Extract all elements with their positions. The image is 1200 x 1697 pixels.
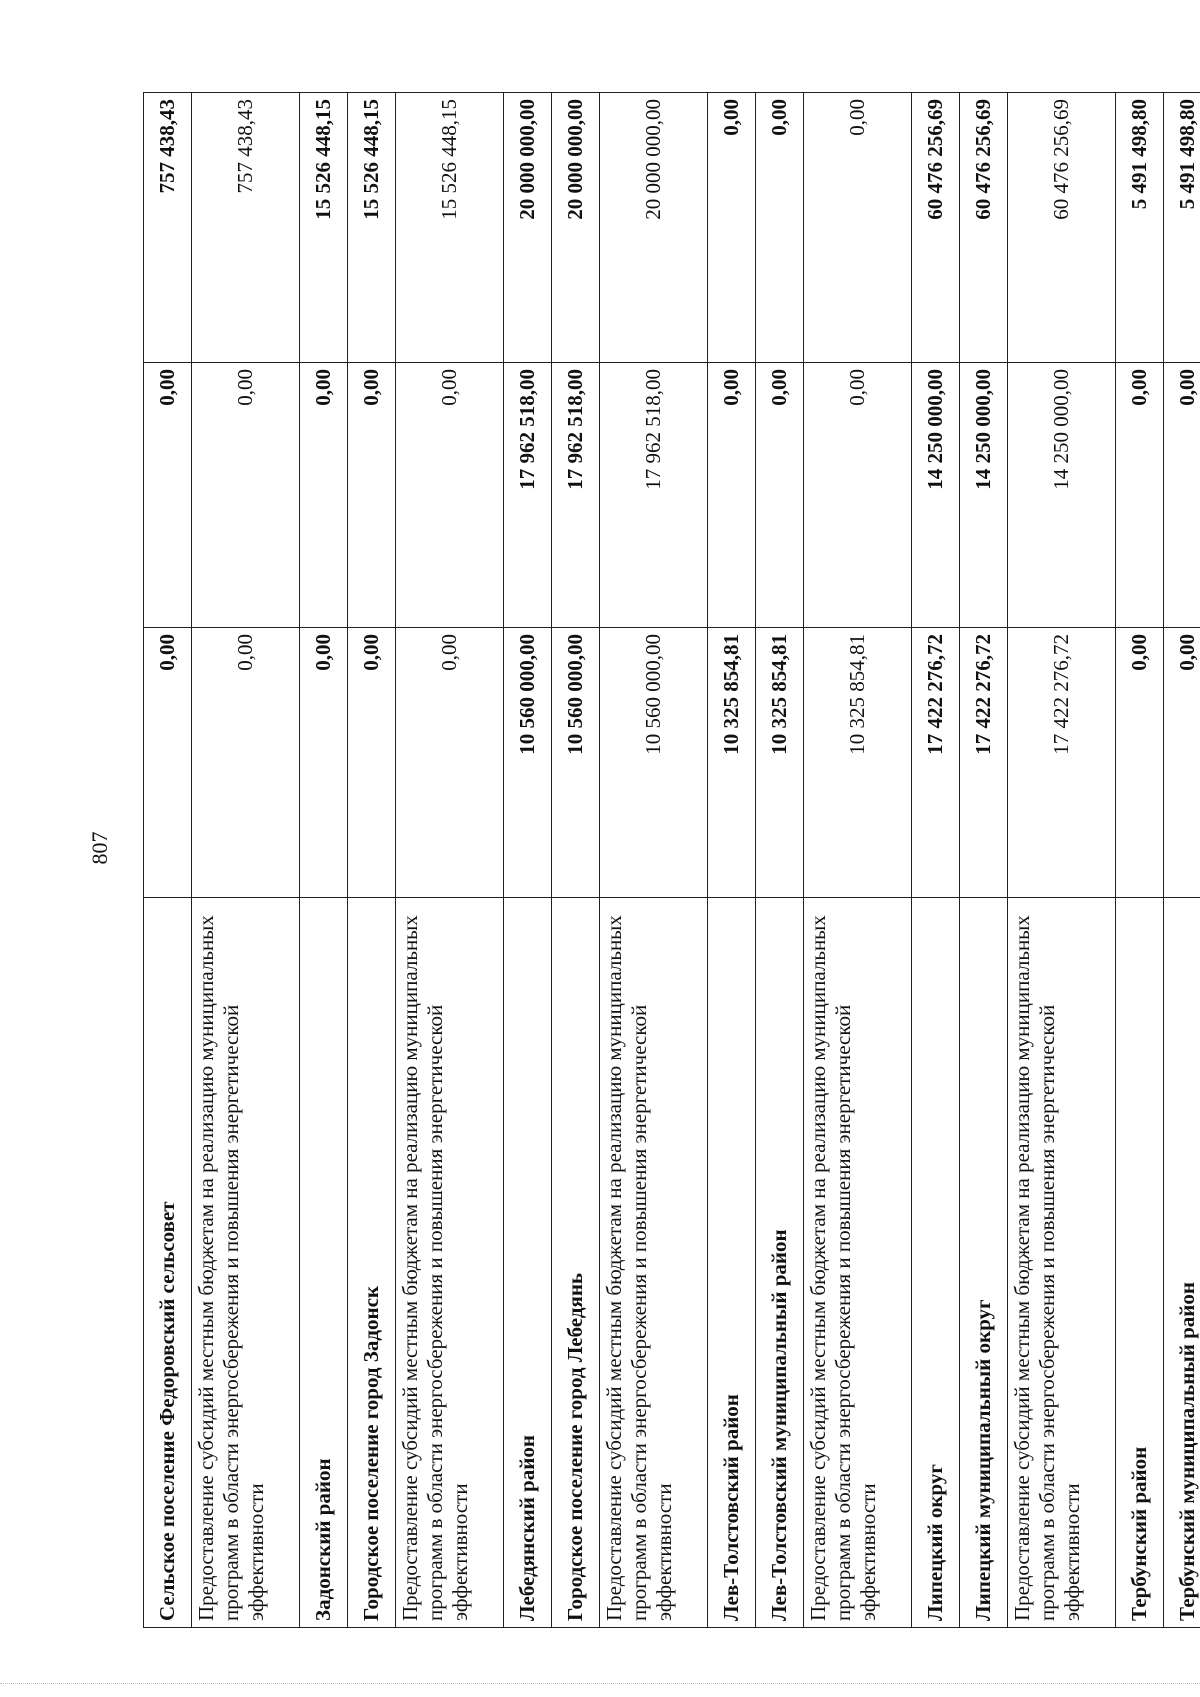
amount-cell-3: 757 438,43 — [144, 93, 192, 363]
amount-cell-1: 10 325 854,81 — [756, 628, 804, 898]
amount-cell-3: 20 000 000,00 — [504, 93, 552, 363]
row-name-cell: Предоставление субсидий местным бюджетам на реализацию муниципальных программ в области энергосбережения и повышения энергетической эффективности — [192, 898, 300, 1628]
row-name-cell: Сельское поселение Федоровский сельсовет — [144, 898, 192, 1628]
amount-cell-3: 15 526 448,15 — [300, 93, 348, 363]
table-row-total — [300, 93, 348, 1628]
amount-cell-3: 0,00 — [804, 93, 912, 363]
amount-cell-3: 5 491 498,80 — [1116, 93, 1164, 363]
amount-cell-1: 10 560 000,00 — [600, 628, 708, 898]
amount-cell-1: 10 560 000,00 — [552, 628, 600, 898]
row-name-cell: Лев-Толстовский муниципальный район — [756, 898, 804, 1628]
amount-cell-3: 20 000 000,00 — [600, 93, 708, 363]
table-row-total — [144, 93, 192, 1628]
table-row-total — [1164, 93, 1200, 1628]
amount-cell-3: 5 491 498,80 — [1164, 93, 1200, 363]
amount-cell-2: 0,00 — [192, 363, 300, 628]
amount-cell-2: 0,00 — [1164, 363, 1200, 628]
amount-cell-3: 60 476 256,69 — [912, 93, 960, 363]
subsidy-table-body — [144, 93, 1200, 1628]
amount-cell-2: 0,00 — [300, 363, 348, 628]
amount-cell-1: 10 325 854,81 — [804, 628, 912, 898]
amount-cell-1: 10 560 000,00 — [504, 628, 552, 898]
amount-cell-2: 17 962 518,00 — [552, 363, 600, 628]
table-row-detail — [1008, 93, 1116, 1628]
row-name-cell: Тербунский муниципальный район — [1164, 898, 1200, 1628]
rotated-table-container — [143, 93, 1199, 1628]
amount-cell-1: 0,00 — [348, 628, 396, 898]
row-name-cell: Липецкий муниципальный округ — [960, 898, 1008, 1628]
row-name-cell: Предоставление субсидий местным бюджетам на реализацию муниципальных программ в области энергосбережения и повышения энергетической эффективности — [600, 898, 708, 1628]
table-row-detail — [600, 93, 708, 1628]
subsidy-table — [143, 92, 1200, 1628]
table-row-detail — [396, 93, 504, 1628]
row-name-cell: Липецкий округ — [912, 898, 960, 1628]
amount-cell-2: 0,00 — [708, 363, 756, 628]
row-name-cell: Городское поселение город Задонск — [348, 898, 396, 1628]
amount-cell-1: 17 422 276,72 — [1008, 628, 1116, 898]
row-name-cell: Лев-Толстовский район — [708, 898, 756, 1628]
amount-cell-2: 0,00 — [396, 363, 504, 628]
amount-cell-1: 0,00 — [396, 628, 504, 898]
table-row-total — [912, 93, 960, 1628]
table-row-total — [348, 93, 396, 1628]
amount-cell-2: 0,00 — [804, 363, 912, 628]
amount-cell-1: 0,00 — [144, 628, 192, 898]
amount-cell-3: 60 476 256,69 — [1008, 93, 1116, 363]
page-number: 807 — [87, 831, 112, 865]
amount-cell-2: 0,00 — [1116, 363, 1164, 628]
table-row-detail — [192, 93, 300, 1628]
amount-cell-2: 14 250 000,00 — [960, 363, 1008, 628]
row-name-cell: Тербунский район — [1116, 898, 1164, 1628]
table-row-detail — [804, 93, 912, 1628]
row-name-cell: Городское поселение город Лебедянь — [552, 898, 600, 1628]
row-name-cell: Предоставление субсидий местным бюджетам на реализацию муниципальных программ в области энергосбережения и повышения энергетической эффективности — [1008, 898, 1116, 1628]
amount-cell-1: 10 325 854,81 — [708, 628, 756, 898]
amount-cell-1: 17 422 276,72 — [960, 628, 1008, 898]
amount-cell-2: 0,00 — [348, 363, 396, 628]
row-name-cell: Задонский район — [300, 898, 348, 1628]
amount-cell-3: 15 526 448,15 — [396, 93, 504, 363]
amount-cell-1: 0,00 — [1116, 628, 1164, 898]
table-row-total — [552, 93, 600, 1628]
amount-cell-1: 17 422 276,72 — [912, 628, 960, 898]
row-name-cell: Предоставление субсидий местным бюджетам на реализацию муниципальных программ в области энергосбережения и повышения энергетической эффективности — [396, 898, 504, 1628]
table-row-total — [708, 93, 756, 1628]
table-row-total — [504, 93, 552, 1628]
amount-cell-2: 14 250 000,00 — [912, 363, 960, 628]
amount-cell-2: 0,00 — [144, 363, 192, 628]
amount-cell-3: 15 526 448,15 — [348, 93, 396, 363]
amount-cell-1: 0,00 — [192, 628, 300, 898]
scan-edge-rule — [0, 1683, 1200, 1684]
amount-cell-2: 14 250 000,00 — [1008, 363, 1116, 628]
table-row-total — [756, 93, 804, 1628]
amount-cell-3: 757 438,43 — [192, 93, 300, 363]
row-name-cell: Предоставление субсидий местным бюджетам на реализацию муниципальных программ в области энергосбережения и повышения энергетической эффективности — [804, 898, 912, 1628]
table-row-total — [960, 93, 1008, 1628]
amount-cell-2: 17 962 518,00 — [504, 363, 552, 628]
amount-cell-1: 0,00 — [300, 628, 348, 898]
table-row-total — [1116, 93, 1164, 1628]
amount-cell-3: 0,00 — [708, 93, 756, 363]
amount-cell-3: 60 476 256,69 — [960, 93, 1008, 363]
amount-cell-3: 0,00 — [756, 93, 804, 363]
amount-cell-2: 0,00 — [756, 363, 804, 628]
row-name-cell: Лебедянский район — [504, 898, 552, 1628]
amount-cell-1: 0,00 — [1164, 628, 1200, 898]
amount-cell-2: 17 962 518,00 — [600, 363, 708, 628]
amount-cell-3: 20 000 000,00 — [552, 93, 600, 363]
